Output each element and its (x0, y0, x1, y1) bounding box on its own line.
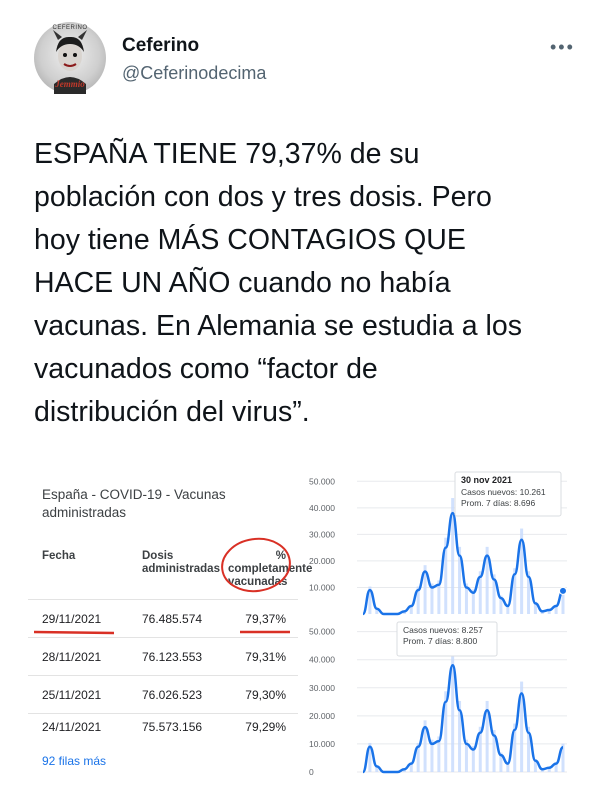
avatar[interactable] (34, 22, 106, 94)
display-name[interactable]: Ceferino (122, 35, 200, 56)
tooltip-cases: Casos nuevos: 10.261 (461, 487, 546, 497)
y-tick-label: 0 (309, 767, 314, 777)
y-tick-label: 20.000 (309, 555, 335, 566)
charts-svg (305, 462, 575, 784)
vaccine-table-image[interactable] (28, 470, 313, 785)
covid-cases-charts[interactable] (305, 462, 575, 784)
tooltip-average: Prom. 7 días: 8.696 (461, 498, 536, 508)
cell-pct: 79,30% (245, 688, 286, 702)
cell-fecha: 24/11/2021 (42, 720, 102, 734)
avatar-top-text: CEFERINO (52, 25, 88, 31)
cell-dosis: 76.026.523 (142, 688, 203, 702)
cell-dosis: 75.573.156 (142, 720, 203, 734)
y-tick-label: 50.000 (309, 476, 335, 487)
tweet-text: ESPAÑA TIENE 79,37% de su población con dos y tres dosis. Pero hoy tiene MÁS CONTAGIOS QUE HACE UN AÑO cuando no había vacunas. En Alemania se estudia a los vacunados como “factor de distribución del virus”. (34, 138, 522, 428)
y-tick-label: 30.000 (309, 682, 335, 693)
cell-pct: 79,29% (245, 720, 286, 734)
ellipsis-icon[interactable]: ••• (550, 37, 575, 57)
table-row[interactable] (28, 714, 298, 750)
y-tick-label: 40.000 (309, 654, 335, 665)
cell-pct: 79,37% (245, 612, 286, 626)
tooltip-average: Prom. 7 días: 8.800 (403, 636, 478, 646)
y-tick-label: 30.000 (309, 529, 335, 540)
table-title: España - COVID-19 - Vacunas administradas (42, 487, 226, 520)
column-header-fecha: Fecha (42, 550, 76, 562)
table-row[interactable] (28, 638, 298, 674)
cell-dosis: 76.485.574 (142, 612, 203, 626)
y-tick-label: 10.000 (309, 582, 335, 593)
more-rows-link[interactable]: 92 filas más (42, 754, 107, 768)
y-tick-label: 40.000 (309, 502, 335, 513)
tooltip-cases: Casos nuevos: 8.257 (403, 625, 483, 635)
avatar-logo-text: Jemmio (55, 79, 85, 89)
column-header-dosis: Dosis administradas (142, 550, 220, 575)
hover-marker (560, 587, 567, 594)
table-row[interactable] (28, 600, 298, 636)
user-handle[interactable]: @Ceferinodecima (122, 63, 267, 83)
series-line (363, 665, 563, 772)
cell-pct: 79,31% (245, 650, 286, 664)
y-tick-label: 20.000 (309, 710, 335, 721)
cell-fecha: 28/11/2021 (42, 650, 102, 664)
y-tick-label: 10.000 (309, 738, 335, 749)
cell-fecha: 25/11/2021 (42, 688, 102, 702)
y-tick-label: 50.000 (309, 626, 335, 637)
tooltip-date: 30 nov 2021 (461, 475, 513, 485)
cell-dosis: 76.123.553 (142, 650, 203, 664)
series-line (363, 513, 563, 614)
column-header-pct: % completamente vacunadas (228, 550, 313, 588)
cell-fecha: 29/11/2021 (42, 612, 102, 626)
table-row[interactable] (28, 676, 298, 712)
